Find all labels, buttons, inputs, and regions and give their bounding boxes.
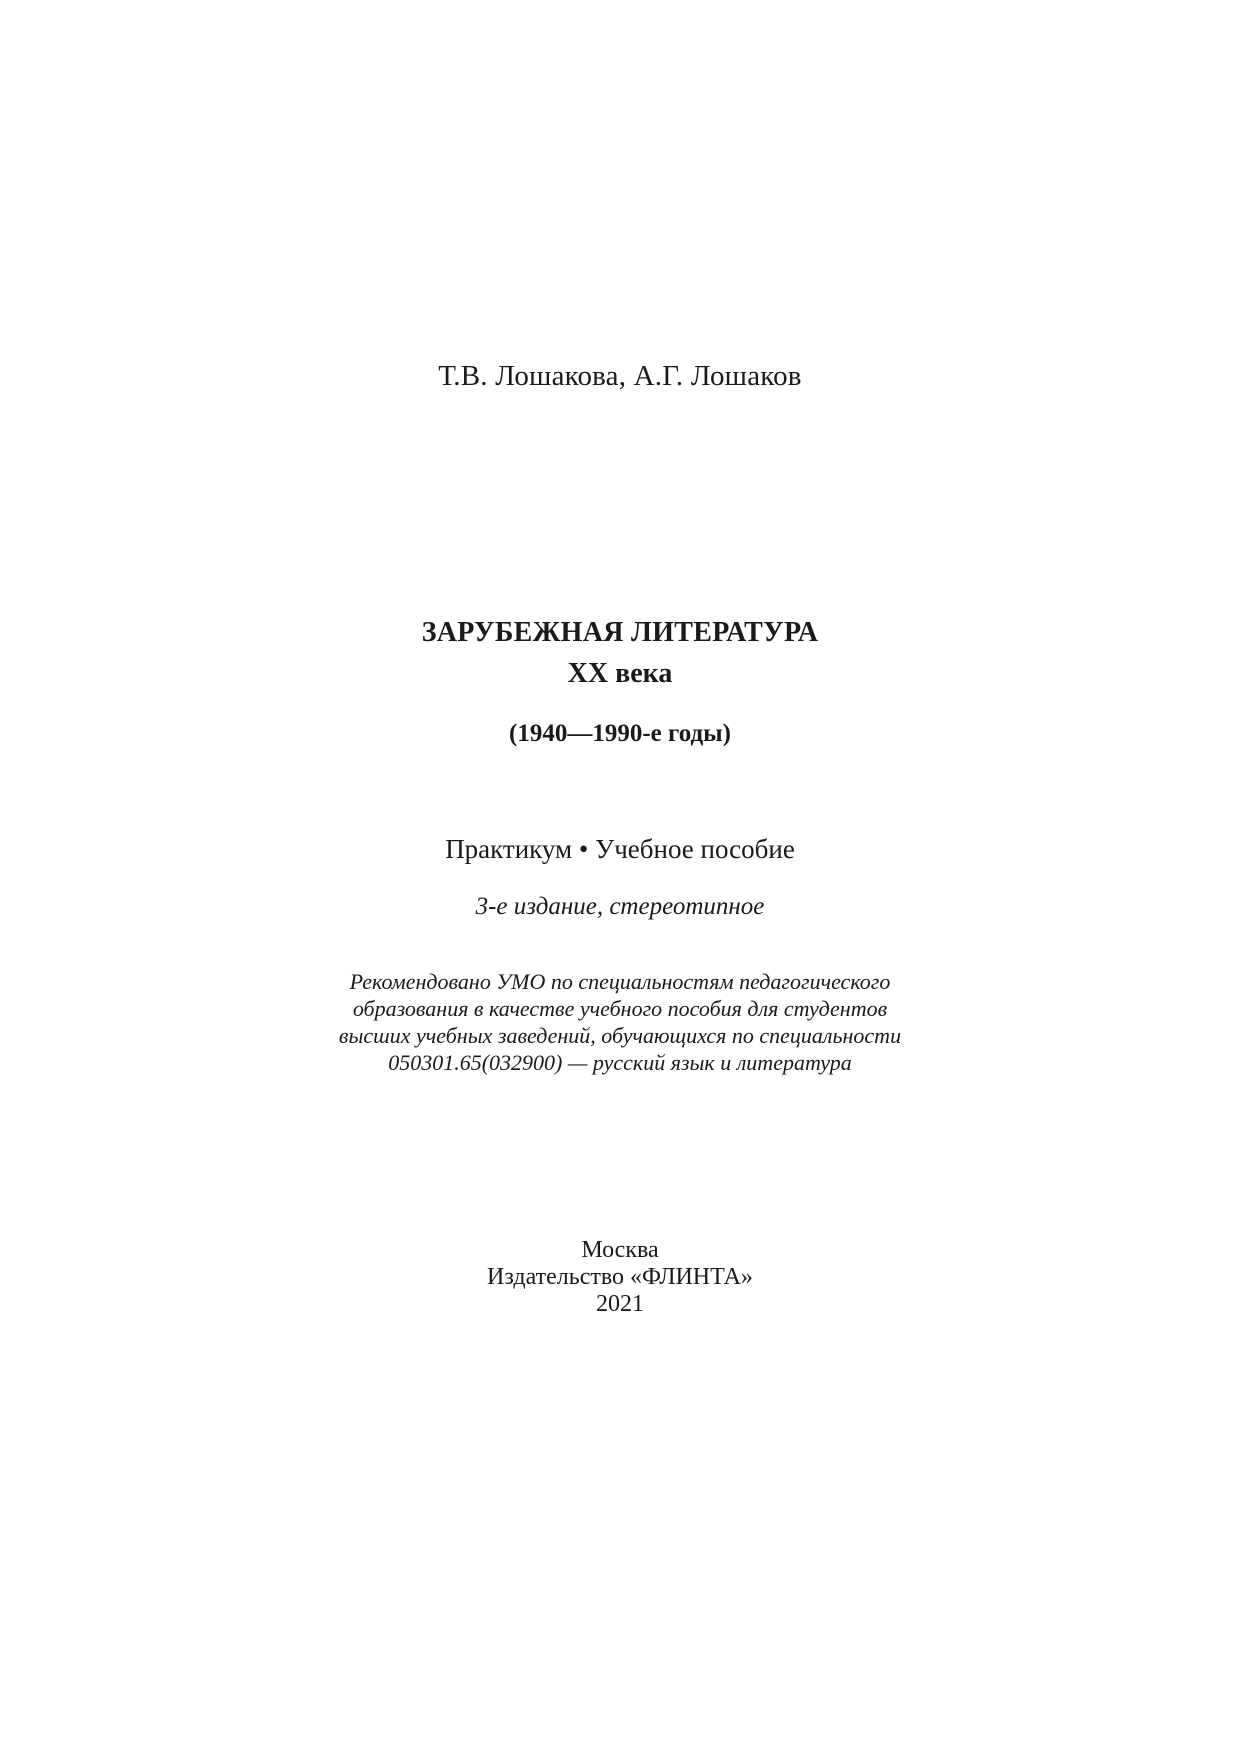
edition-note: 3-е издание, стереотипное [475,893,765,920]
recommendation-line: высших учебных заведений, обучающихся по специальности [338,1023,902,1048]
recommendation-line: 050301.65(032900) — русский язык и литература [388,1050,852,1075]
book-years: (1940—1990-е годы) [509,720,731,747]
imprint-block [0,1237,1240,1318]
recommendation-line: образования в качестве учебного пособия для студентов [352,996,888,1021]
authors: Т.В. Лошакова, А.Г. Лошаков [438,360,802,392]
recommendation-line: Рекомендовано УМО по специальностям педагогического [349,969,891,994]
book-title: ЗАРУБЕЖНАЯ ЛИТЕРАТУРА [421,617,819,648]
imprint-year: 2021 [596,1291,644,1317]
book-subtitle: XX века [567,658,673,689]
imprint-city: Москва [581,1237,659,1263]
book-type: Практикум • Учебное пособие [445,834,795,864]
recommendation-block [0,968,1240,1076]
imprint-publisher: Издательство «ФЛИНТА» [487,1264,753,1290]
